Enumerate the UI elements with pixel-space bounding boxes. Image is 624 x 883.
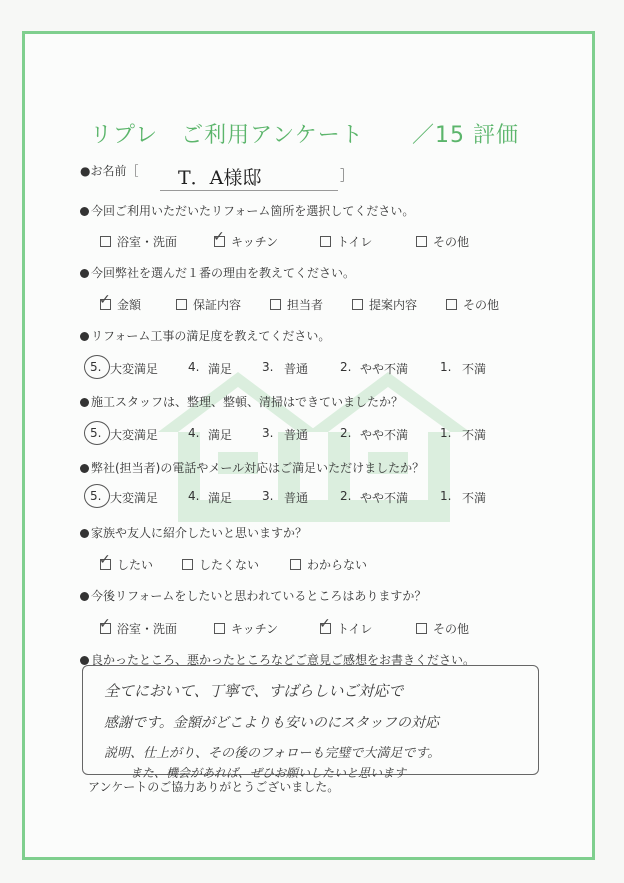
q4-label-4: 満足 [208, 428, 233, 442]
question-8: 良かったところ、悪かったところなどご意見ご感想をお書きください。 [80, 651, 475, 668]
q5-scale-1[interactable]: 1. [440, 489, 452, 503]
q4-scale-5[interactable]: 5. [90, 426, 102, 440]
q1-option-kitchen[interactable]: ✓ キッチン [214, 233, 278, 250]
q3-label-4: 満足 [208, 362, 233, 376]
q4-label-1: 不満 [462, 428, 487, 442]
q3-scale-4[interactable]: 4. [188, 360, 200, 374]
name-close-bracket: ］ [340, 169, 354, 184]
rating-label: ／15 評価 [412, 123, 519, 148]
comment-line-1: 全てにおいて、丁寧で、すばらしいご対応で [104, 682, 404, 700]
bullet-icon [80, 398, 89, 407]
q2-option-staff[interactable]: 担当者 [270, 296, 323, 313]
q4-label-3: 普通 [284, 428, 309, 442]
question-2: 今回弊社を選んだ１番の理由を教えてください。 [80, 264, 355, 281]
bullet-icon [80, 592, 89, 601]
question-3: リフォーム工事の満足度を教えてください。 [80, 327, 330, 344]
q7-option-kitchen[interactable]: キッチン [214, 620, 278, 637]
q4-scale-1[interactable]: 1. [440, 426, 452, 440]
q3-scale-1[interactable]: 1. [440, 360, 452, 374]
q2-option-other[interactable]: その他 [446, 296, 499, 313]
q3-label-5: 大変満足 [110, 362, 159, 376]
name-value: T．A様邸 [178, 167, 262, 189]
title-text: リプレ ご利用アンケート [90, 123, 364, 148]
q5-scale-5[interactable]: 5. [90, 489, 102, 503]
q1-option-toilet[interactable]: トイレ [320, 233, 372, 250]
q5-label-2: やや不満 [360, 491, 409, 505]
q7-option-bath[interactable]: ✓浴室・洗面 [100, 620, 177, 637]
q1-option-bath[interactable]: 浴室・洗面 [100, 233, 177, 250]
question-4: 施工スタッフは、整理、整頓、清掃はできていましたか？ [80, 393, 403, 410]
q6-option-unsure[interactable]: わからない [290, 556, 367, 573]
bullet-icon [80, 464, 89, 473]
q3-scale-3[interactable]: 3. [262, 360, 274, 374]
q2-option-warranty[interactable]: 保証内容 [176, 296, 241, 313]
bullet-icon [80, 332, 89, 341]
bullet-icon [80, 207, 89, 216]
q5-label-5: 大変満足 [110, 491, 159, 505]
q4-scale-4[interactable]: 4. [188, 426, 200, 440]
q3-label-3: 普通 [284, 362, 309, 376]
q3-scale-2[interactable]: 2. [340, 360, 352, 374]
closing-message: アンケートのご協力ありがとうございました。 [88, 780, 340, 794]
q5-label-1: 不満 [462, 491, 487, 505]
name-label: ●お名前［ [80, 164, 139, 178]
bullet-icon [80, 529, 89, 538]
q3-label-1: 不満 [462, 362, 487, 376]
bullet-icon [80, 269, 89, 278]
comment-line-2: 感謝です。金額がどこよりも安いのにスタッフの対応 [104, 715, 439, 731]
name-underline [160, 190, 338, 191]
q2-option-proposal[interactable]: 提案内容 [352, 296, 417, 313]
q5-label-3: 普通 [284, 491, 309, 505]
q4-label-2: やや不満 [360, 428, 409, 442]
question-7: 今後リフォームをしたいと思われているところはありますか？ [80, 587, 426, 604]
q3-label-2: やや不満 [360, 362, 409, 376]
bullet-icon [80, 656, 89, 665]
q5-scale-3[interactable]: 3. [262, 489, 274, 503]
q3-scale-5[interactable]: 5. [90, 360, 102, 374]
q1-option-other[interactable]: その他 [416, 233, 469, 250]
q4-label-5: 大変満足 [110, 428, 159, 442]
q6-option-no[interactable]: したくない [182, 556, 259, 573]
q2-option-price[interactable]: ✓金額 [100, 296, 141, 313]
comment-line-3: 説明、仕上がり、その後のフォローも完璧で大満足です。 [104, 746, 441, 761]
q4-scale-3[interactable]: 3. [262, 426, 274, 440]
survey-title [90, 118, 519, 149]
q6-option-yes[interactable]: ✓したい [100, 556, 153, 573]
q5-label-4: 満足 [208, 491, 233, 505]
q5-scale-4[interactable]: 4. [188, 489, 200, 503]
question-6: 家族や友人に紹介したいと思いますか？ [80, 524, 307, 541]
q7-option-other[interactable]: その他 [416, 620, 469, 637]
question-5: 弊社(担当者)の電話やメール対応はご満足いただけましたか？ [80, 459, 424, 476]
q7-option-toilet[interactable]: ✓ トイレ [320, 620, 372, 637]
q5-scale-2[interactable]: 2. [340, 489, 352, 503]
comment-line-4: また、機会があれば、ぜひお願いしたいと思います [130, 766, 407, 780]
question-1: 今回ご利用いただいたリフォーム箇所を選択してください。 [80, 202, 414, 219]
q4-scale-2[interactable]: 2. [340, 426, 352, 440]
